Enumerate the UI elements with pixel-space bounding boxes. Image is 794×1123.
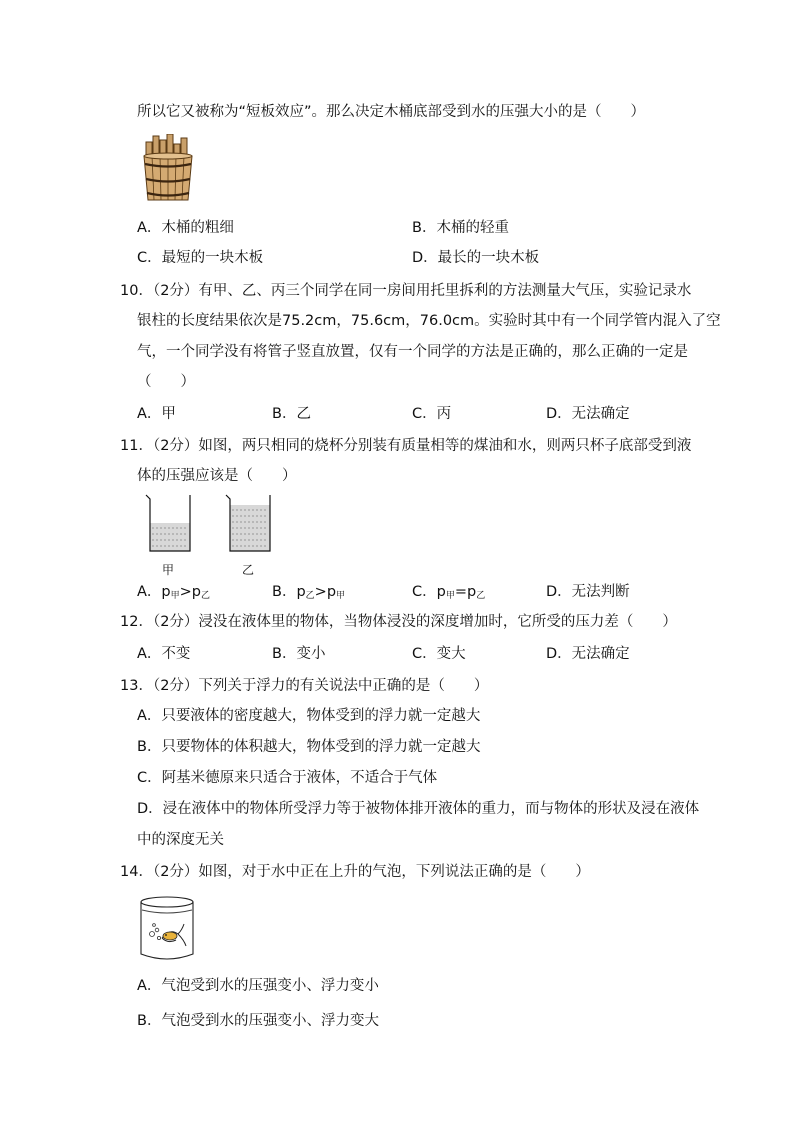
q10-stem-line-2: 银柱的长度结果依次是75.2cm，75.6cm，76.0cm。实验时其中有一个同学管内混入了空 bbox=[137, 313, 721, 329]
q11-option-b[interactable]: B．$p_乙>p_甲$ bbox=[272, 584, 346, 601]
beaker-label-jia: 甲 bbox=[162, 563, 175, 577]
q13-option-d-line-1[interactable]: D．浸在液体中的物体所受浮力等于被物体排开液体的重力，而与物体的形状及浸在液体 bbox=[137, 801, 700, 817]
q9-option-d[interactable]: D．最长的一块木板 bbox=[412, 250, 540, 266]
q12-option-d[interactable]: D．无法确定 bbox=[546, 646, 630, 662]
q13-option-d-line-2: 中的深度无关 bbox=[137, 832, 224, 848]
q14-stem: 14．（2分）如图，对于水中正在上升的气泡，下列说法正确的是（ ） bbox=[120, 864, 590, 880]
beaker-yi-icon bbox=[226, 495, 270, 551]
q10-option-c[interactable]: C．丙 bbox=[412, 406, 452, 422]
q11-option-d[interactable]: D．无法判断 bbox=[546, 584, 630, 600]
q13-option-a[interactable]: A．只要液体的密度越大，物体受到的浮力就一定越大 bbox=[137, 708, 481, 724]
q11-stem-line-2: 体的压强应该是（ ） bbox=[137, 468, 297, 484]
q13-stem: 13．（2分）下列关于浮力的有关说法中正确的是（ ） bbox=[120, 678, 489, 694]
beaker-label-yi: 乙 bbox=[242, 563, 255, 577]
q13-option-b[interactable]: B．只要物体的体积越大，物体受到的浮力就一定越大 bbox=[137, 739, 481, 755]
q10-option-b[interactable]: B．乙 bbox=[272, 406, 311, 422]
beakers-figure bbox=[142, 493, 282, 555]
q10-stem-line-4: （ ） bbox=[137, 374, 195, 390]
q11-option-c[interactable]: C．$p_甲=p_乙$ bbox=[412, 584, 486, 601]
q10-stem-line-1: 10．（2分）有甲、乙、丙三个同学在同一房间用托里拆利的方法测量大气压，实验记录水 bbox=[120, 283, 692, 299]
q11-stem-line-1: 11．（2分）如图，两只相同的烧杯分别装有质量相等的煤油和水，则两只杯子底部受到液 bbox=[120, 438, 692, 454]
q12-stem: 12．（2分）浸没在液体里的物体，当物体浸没的深度增加时，它所受的压力差（ ） bbox=[120, 614, 677, 630]
q11-option-a[interactable]: A．$p_甲>p_乙$ bbox=[137, 584, 211, 601]
q9-option-b[interactable]: B．木桶的轻重 bbox=[412, 220, 509, 236]
q14-option-a[interactable]: A．气泡受到水的压强变小、浮力变小 bbox=[137, 978, 379, 994]
q12-option-a[interactable]: A．不变 bbox=[137, 646, 191, 662]
q13-option-c[interactable]: C．阿基米德原来只适合于液体，不适合于气体 bbox=[137, 770, 438, 786]
q14-option-b[interactable]: B．气泡受到水的压强变小、浮力变大 bbox=[137, 1013, 379, 1029]
intro-line: 所以它又被称为“短板效应”。那么决定木桶底部受到水的压强大小的是（ ） bbox=[137, 104, 646, 120]
q10-option-d[interactable]: D．无法确定 bbox=[546, 406, 630, 422]
q10-stem-line-3: 气，一个同学没有将管子竖直放置，仅有一个同学的方法是正确的，那么正确的一定是 bbox=[137, 344, 688, 360]
q9-option-c[interactable]: C．最短的一块木板 bbox=[137, 250, 264, 266]
q12-option-b[interactable]: B．变小 bbox=[272, 646, 326, 662]
beaker-jia-icon bbox=[146, 495, 190, 551]
q10-option-a[interactable]: A．甲 bbox=[137, 406, 176, 422]
wooden-bucket-icon bbox=[140, 134, 196, 204]
fish-tank-bubbles-icon bbox=[138, 894, 196, 964]
q9-option-a[interactable]: A．木桶的粗细 bbox=[137, 220, 234, 236]
q12-option-c[interactable]: C．变大 bbox=[412, 646, 466, 662]
